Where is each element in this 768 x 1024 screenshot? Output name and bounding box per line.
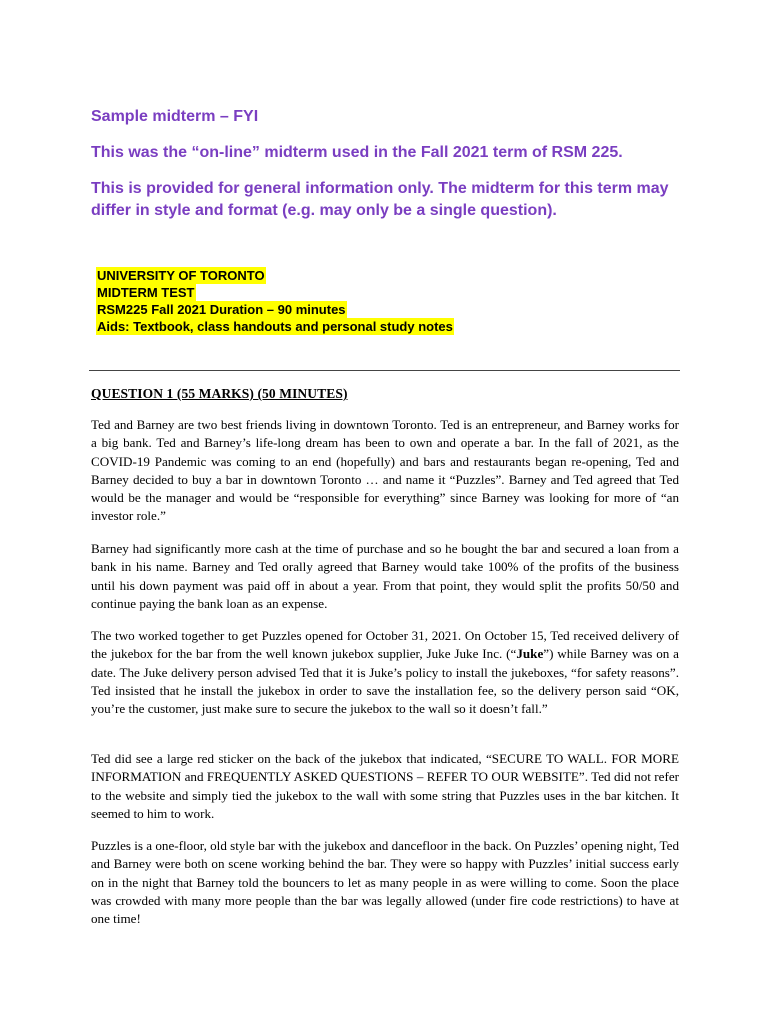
question-paragraph-5: Puzzles is a one-floor, old style bar with the jukebox and dancefloor in the back. On Puzzles’ opening night, Ted and Barney were both on scene working behind the bar. They were so happy with Puzzles’ initial success early on in the night that Barney told the bouncers to let as many people in as were willing to come. Soon the place was crowded with many more people than the bar was legally allowed (under fire code restrictions) to have at one time!	[91, 838, 679, 927]
exam-header-block	[96, 267, 454, 335]
question-paragraph-2: Barney had significantly more cash at the time of purchase and so he bought the bar and secured a loan from a bank in his name. Barney and Ted orally agreed that Barney would take 100% of the profits of the business until his down payment was paid off in about a year. From that point, they would split the profits 50/50 and continue paying the bank loan as an expense.	[91, 541, 679, 611]
exam-test-type: MIDTERM TEST	[97, 285, 195, 300]
exam-aids: Aids: Textbook, class handouts and personal study notes	[97, 319, 453, 334]
question-paragraph-1: Ted and Barney are two best friends living in downtown Toronto. Ted is an entrepreneur, and Barney works for a big bank. Ted and Barney’s life-long dream has been to own and operate a bar. In the fall of 2021, as the COVID-19 Pandemic was coming to an end (hopefully) and bars and restaurants began re-opening, Ted and Barney decided to buy a bar in downtown Toronto … and name it “Puzzles”. Barney and Ted agreed that Ted would be the manager and would be “responsible for everything” since Barney was looking for more of “an investor role.”	[91, 417, 679, 524]
paragraph-3-text-b: ”) while Barney was on a date. The Juke delivery person advised Ted that it is Juke’s policy to install the jukeboxes, “for safety reasons”. Ted insisted that he install the jukebox in order to save the installation fee, so the delivery person said “OK, you’re the customer, just make sure to secure the jukebox to the wall so it doesn’t fall.”	[91, 646, 679, 717]
exam-course-duration: RSM225 Fall 2021 Duration – 90 minutes	[97, 302, 346, 317]
notice-disclaimer: This is provided for general information only. The midterm for this term may differ in style and format (e.g. may only be a single question).	[91, 180, 669, 219]
question-paragraph-4: Ted did see a large red sticker on the back of the jukebox that indicated, “SECURE TO WALL. FOR MORE INFORMATION and FREQUENTLY ASKED QUESTIONS – REFER TO OUR WEBSITE”. Ted did not refer to the website and simply tied the jukebox to the wall with some string that Puzzles uses in the bar kitchen. It seemed to him to work.	[91, 751, 679, 821]
exam-university: UNIVERSITY OF TORONTO	[97, 268, 265, 283]
question-heading: QUESTION 1 (55 MARKS) (50 MINUTES)	[91, 386, 348, 401]
question-paragraph-3	[91, 627, 679, 718]
paragraph-3-text-a: The two worked together to get Puzzles opened for October 31, 2021. On October 15, Ted received delivery of the jukebox for the bar from the well known jukebox supplier, Juke Juke Inc. (“	[91, 628, 679, 662]
horizontal-divider	[89, 370, 680, 371]
notice-online-midterm: This was the “on-line” midterm used in the Fall 2021 term of RSM 225.	[91, 144, 623, 161]
notice-title: Sample midterm – FYI	[91, 108, 259, 125]
paragraph-3-bold-term: Juke	[516, 646, 544, 662]
